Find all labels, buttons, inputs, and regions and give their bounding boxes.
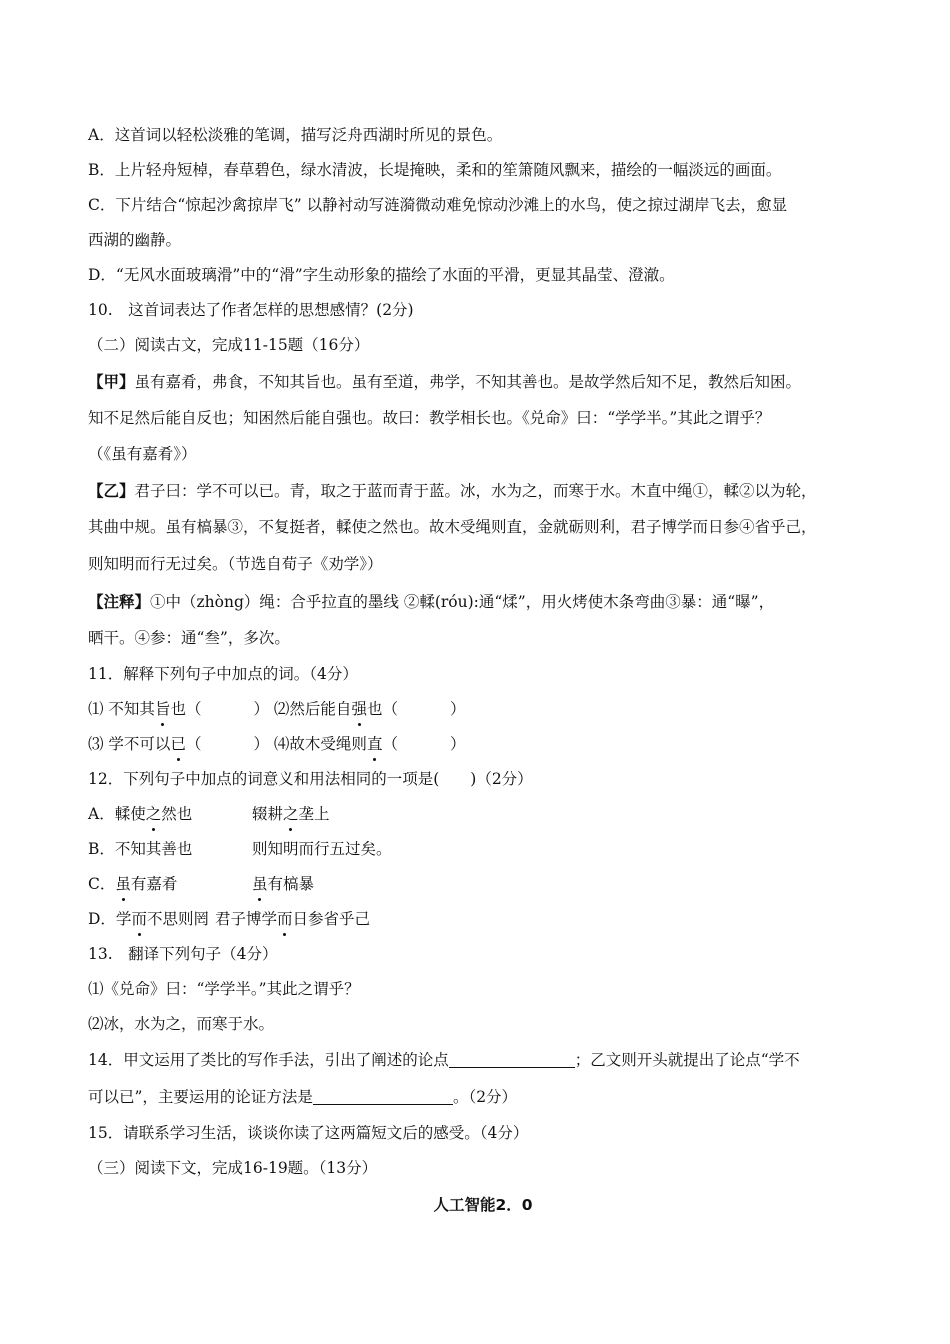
question-12-option-c: C．虽有嘉肴 虽有槁暴	[88, 867, 878, 902]
q9-option-b: B．上片轻舟短棹，春草碧色，绿水清波，长堤掩映，柔和的笙箫随风飘来，描绘的一幅淡远的画面。	[88, 161, 782, 179]
q9-option-d: D．“无风水面玻璃滑”中的“滑”字生动形象的描绘了水面的平滑，更显其晶莹、澄澈。	[88, 266, 675, 284]
exam-page	[88, 118, 878, 1223]
question-12-stem: 12．下列句子中加点的词意义和用法相同的一项是( )（2分）	[88, 770, 533, 788]
question-11-row1: ⑴ 不知其旨也（ ） ⑵然后能自强也（ ）	[88, 692, 878, 727]
dotted-char: 旨	[155, 692, 171, 727]
question-15: 15．请联系学习生活，谈谈你读了这两篇短文后的感受。（4分）	[88, 1124, 529, 1142]
section-2-heading: （二）阅读古文，完成11-15题（16分）	[88, 336, 370, 354]
question-14-line1: 14．甲文运用了类比的写作手法，引出了阐述的论点 ；乙文则开头就提出了论点“学不	[88, 1051, 800, 1069]
passage-yi-line2: 其曲中规。虽有槁暴③，不复挺者，輮使之然也。故木受绳则直，金就砺则利，君子博学而日参④省乎己，	[88, 518, 817, 536]
passage-yi-line1: 【乙】君子曰：学不可以已。青，取之于蓝而青于蓝。冰，水为之，而寒于水。木直中绳①，輮②以为轮，	[88, 481, 817, 500]
notes-line2: 晒干。④参：通“叁”，多次。	[88, 629, 290, 647]
answer-blank[interactable]	[313, 1086, 453, 1105]
question-12-option-b: B．不知其善也 则知明而行五过矣。	[88, 840, 392, 858]
notes-line1: 【注释】①中（zhòng）绳：合乎拉直的墨线 ②輮(róu):通“煣”，用火烤使木条弯曲③暴：通“曝”，	[88, 592, 775, 611]
notes-label: 【注释】	[88, 592, 151, 611]
passage-yi-source: 则知明而行无过矣。（节选自荀子《劝学》）	[88, 555, 383, 573]
q9-option-c-line2: 西湖的幽静。	[88, 231, 182, 249]
dotted-char: 直	[367, 727, 383, 762]
question-12-option-a: A．輮使之然也 辍耕之垄上	[88, 797, 878, 832]
dotted-char: 虽	[115, 867, 131, 902]
dotted-char: 虽	[252, 867, 268, 902]
question-13-stem: 13. 翻译下列句子（4分）	[88, 945, 278, 963]
question-12-option-d: D．学而不思则罔 君子博学而日参省乎己	[88, 902, 878, 937]
dotted-char: 已	[170, 727, 186, 762]
question-11-row2: ⑶ 学不可以已（ ） ⑷故木受绳则直（ ）	[88, 727, 878, 762]
essay-title: 人工智能2．0	[433, 1196, 533, 1214]
passage-jia-line2: 知不足然后能自反也；知困然后能自强也。故曰：教学相长也。《兑命》曰：“学学半。”其此之谓乎？	[88, 409, 771, 427]
passage-yi-label: 【乙】	[88, 481, 135, 500]
section-3-heading: （三）阅读下文，完成16-19题。（13分）	[88, 1159, 378, 1177]
answer-blank[interactable]	[449, 1049, 575, 1068]
question-10: 10. 这首词表达了作者怎样的思想感情？(2分)	[88, 301, 414, 319]
q9-option-a: A．这首词以轻松淡雅的笔调，描写泛舟西湖时所见的景色。	[88, 126, 503, 144]
dotted-char: 之	[283, 797, 299, 832]
dotted-char: 强	[351, 692, 367, 727]
passage-jia-line1: 【甲】虽有嘉肴，弗食，不知其旨也。虽有至道，弗学，不知其善也。是故学然后知不足，教然后知困。	[88, 372, 802, 391]
q9-option-c-line1: C．下片结合“惊起沙禽掠岸飞” 以静衬动写涟漪微动难免惊动沙滩上的水鸟，使之掠过湖岸飞去，愈显	[88, 196, 788, 214]
dotted-char: 而	[277, 902, 293, 937]
question-13-sentence2: ⑵冰，水为之，而寒于水。	[88, 1015, 275, 1033]
dotted-char: 之	[146, 797, 162, 832]
question-14-line2: 可以已”，主要运用的论证方法是 。（2分）	[88, 1088, 518, 1106]
question-11-stem: 11．解释下列句子中加点的词。（4分）	[88, 665, 358, 683]
dotted-char: 而	[131, 902, 147, 937]
passage-jia-label: 【甲】	[88, 372, 135, 391]
passage-jia-source: （《虽有嘉肴》）	[88, 445, 197, 463]
question-13-sentence1: ⑴《兑命》曰：“学学半。”其此之谓乎？	[88, 980, 360, 998]
